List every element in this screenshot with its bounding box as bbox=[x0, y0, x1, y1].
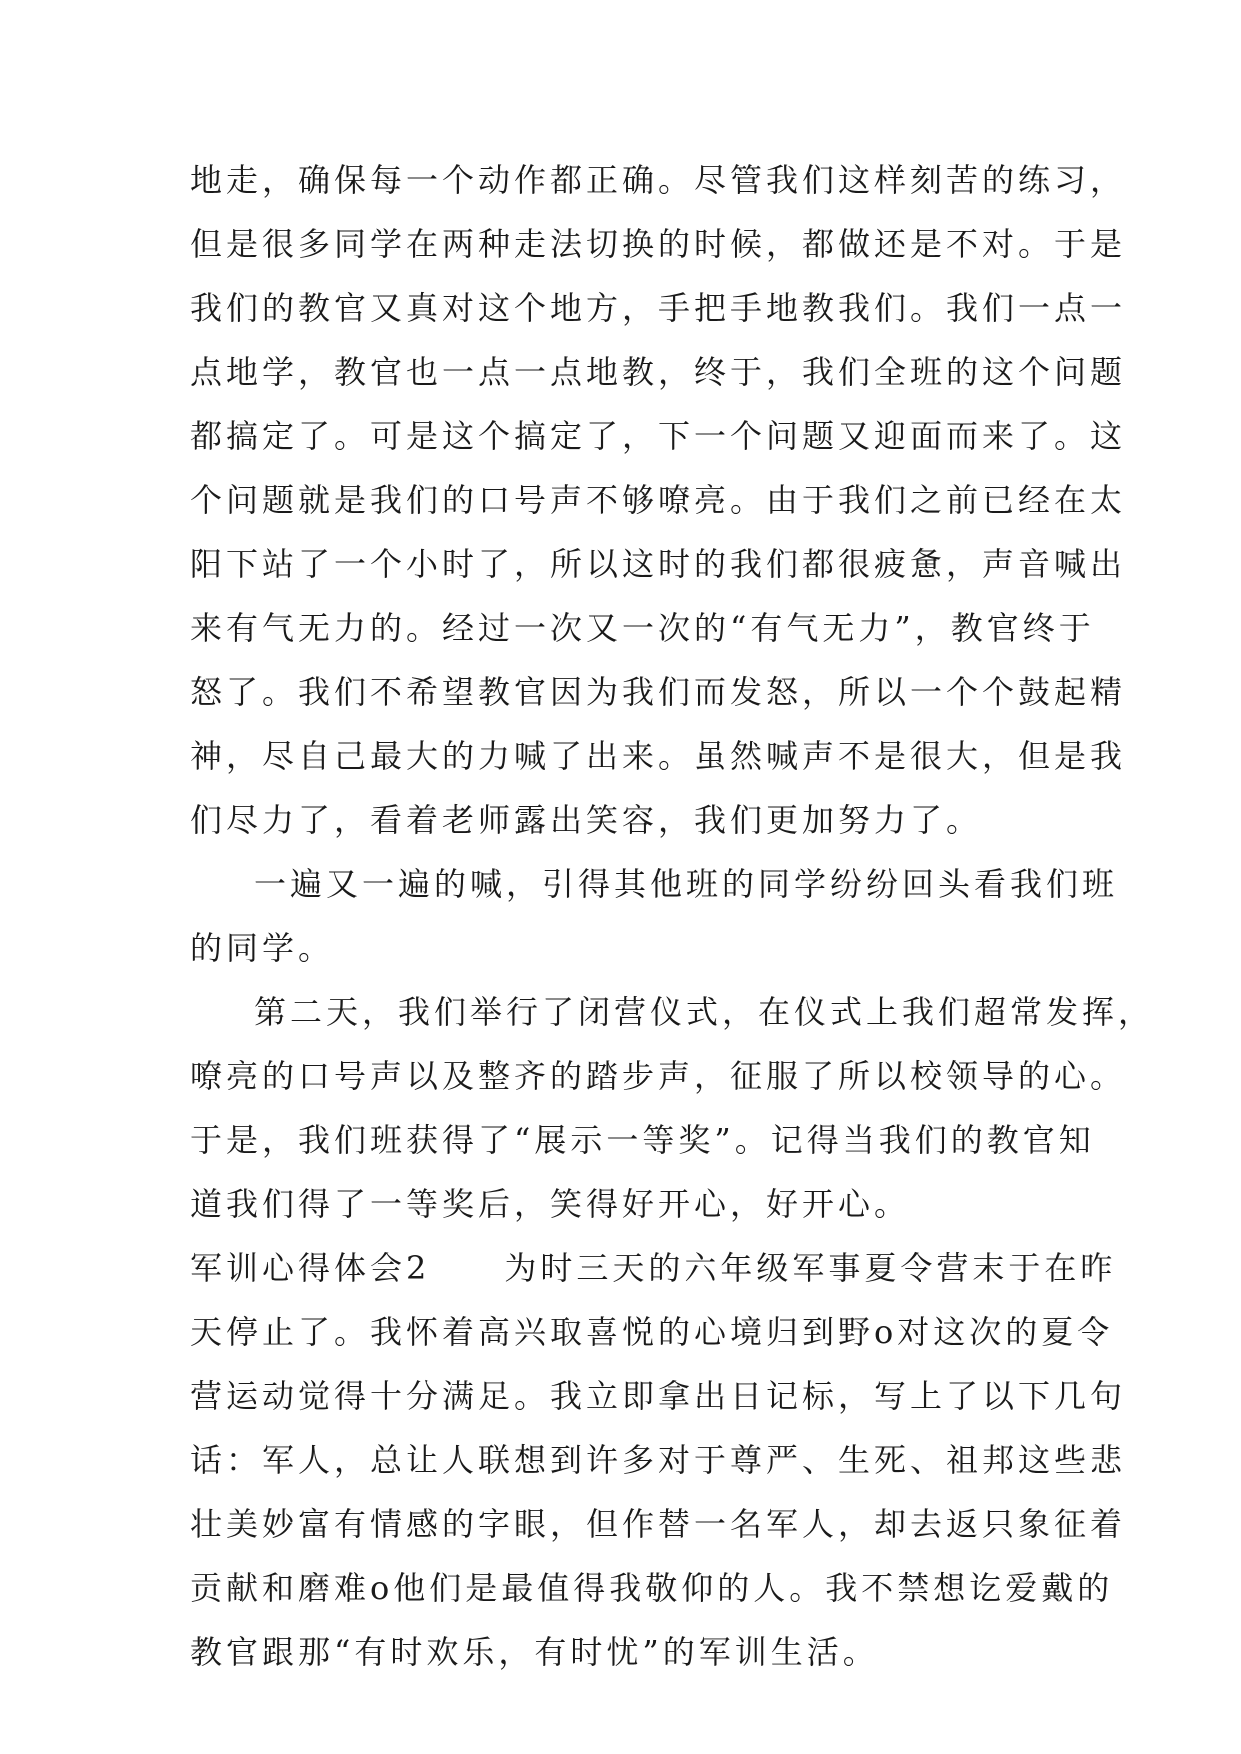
section-line: 贡献和磨难o他们是最值得我敬仰的人。我不禁想讫爱戴的 bbox=[190, 1569, 1114, 1607]
paragraph-line: 神，尽自己最大的力喊了出来。虽然喊声不是很大，但是我 bbox=[190, 737, 1127, 775]
paragraph-line: 但是很多同学在两种走法切换的时候，都做还是不对。于是 bbox=[190, 225, 1127, 263]
document-body bbox=[190, 148, 1155, 1684]
paragraph-line: 来有气无力的。经过一次又一次的“有气无力”，教官终于 bbox=[190, 609, 1095, 647]
paragraph-line: 们尽力了，看着老师露出笑容，我们更加努力了。 bbox=[190, 801, 983, 839]
paragraph-line: 道我们得了一等奖后，笑得好开心，好开心。 bbox=[190, 1185, 911, 1223]
section-heading-line bbox=[190, 1236, 1117, 1300]
section-line: 话：军人，总让人联想到许多对于尊严、生死、祖邦这些悲 bbox=[190, 1441, 1127, 1479]
paragraph-line: 都搞定了。可是这个搞定了，下一个问题又迎面而来了。这 bbox=[190, 417, 1127, 455]
paragraph-line: 的同学。 bbox=[190, 929, 335, 967]
section-line: 营运动觉得十分满足。我立即拿出日记标，写上了以下几句 bbox=[190, 1377, 1127, 1415]
section-first-line: 为时三天的六年级军事夏令营末于在昨 bbox=[504, 1249, 1117, 1287]
paragraph-line: 阳下站了一个小时了，所以这时的我们都很疲惫，声音喊出 bbox=[190, 545, 1127, 583]
paragraph-line: 第二天，我们举行了闭营仪式，在仪式上我们超常发挥， bbox=[254, 993, 1155, 1031]
paragraph-line: 怒了。我们不希望教官因为我们而发怒，所以一个个鼓起精 bbox=[190, 673, 1127, 711]
paragraph-line: 点地学，教官也一点一点地教，终于，我们全班的这个问题 bbox=[190, 353, 1127, 391]
paragraph-line: 我们的教官又真对这个地方，手把手地教我们。我们一点一 bbox=[190, 289, 1127, 327]
section-line: 壮美妙富有情感的字眼，但作替一名军人，却去返只象征着 bbox=[190, 1505, 1127, 1543]
paragraph-line: 地走，确保每一个动作都正确。尽管我们这样刻苦的练习， bbox=[190, 161, 1127, 199]
section-line: 教官跟那“有时欢乐，有时忧”的军训生活。 bbox=[190, 1633, 879, 1671]
paragraph-line: 于是，我们班获得了“展示一等奖”。记得当我们的教官知 bbox=[190, 1121, 1095, 1159]
section-heading: 军训心得体会2 bbox=[190, 1249, 431, 1287]
paragraph-line: 个问题就是我们的口号声不够嘹亮。由于我们之前已经在太 bbox=[190, 481, 1127, 519]
section-line: 天停止了。我怀着高兴取喜悦的心境归到野o对这次的夏令 bbox=[190, 1313, 1114, 1351]
paragraph-line: 一遍又一遍的喊，引得其他班的同学纷纷回头看我们班 bbox=[254, 865, 1119, 903]
paragraph-line: 嘹亮的口号声以及整齐的踏步声，征服了所以校领导的心。 bbox=[190, 1057, 1127, 1095]
